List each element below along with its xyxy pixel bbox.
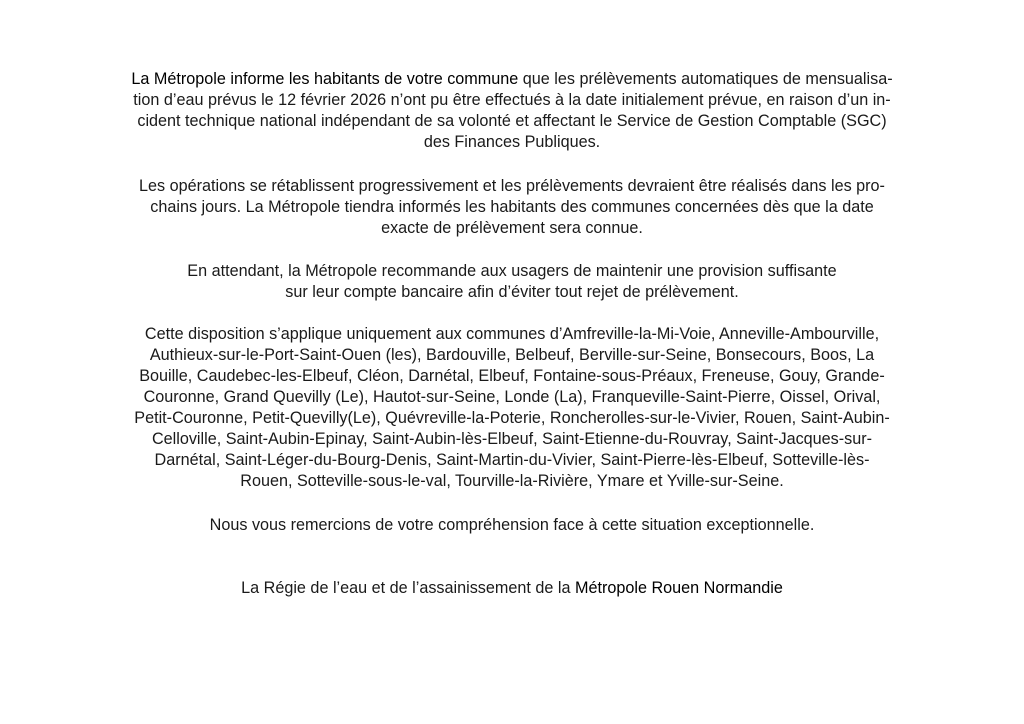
- intro-line-4: des Finances Publiques.: [423, 133, 601, 151]
- status-line-1: Les opérations se rétablissent progressivement et les prélèvements devraient être réalisés dans les pro-: [139, 177, 885, 195]
- intro-line-1: [50, 69, 974, 90]
- communes-line-1: Cette disposition s’applique uniquement aux communes d’Amfreville-la-Mi-Voie, Anneville-Ambourville,: [144, 325, 880, 343]
- recommendation-paragraph: [50, 261, 974, 303]
- communes-paragraph: [50, 324, 974, 492]
- status-line-2: chains jours. La Métropole tiendra informés les habitants des communes concernées dès que la date: [150, 198, 874, 216]
- communes-line-7: Darnétal, Saint-Léger-du-Bourg-Denis, Saint-Martin-du-Vivier, Saint-Pierre-lès-Elbeuf, Sotteville-lès-: [154, 451, 870, 469]
- status-line-3: exacte de prélèvement sera connue.: [381, 219, 643, 237]
- recommendation-line-1: En attendant, la Métropole recommande aux usagers de maintenir une provision suffisante: [187, 262, 837, 280]
- signature-organization: Métropole Rouen Normandie: [575, 579, 783, 597]
- intro-line-1-rest: que les prélèvements automatiques de mensualisa-: [518, 70, 893, 88]
- communes-line-6: Celloville, Saint-Aubin-Epinay, Saint-Aubin-lès-Elbeuf, Saint-Etienne-du-Rouvray, Saint-Jacques-sur-: [151, 430, 873, 448]
- communes-line-8: Rouen, Sotteville-sous-le-val, Tourville-la-Rivière, Ymare et Yville-sur-Seine.: [240, 472, 784, 490]
- intro-lead-text: La Métropole informe les habitants de votre commune: [131, 70, 519, 88]
- thanks-paragraph: [50, 515, 974, 536]
- communes-line-4: Couronne, Grand Quevilly (Le), Hautot-sur-Seine, Londe (La), Franqueville-Saint-Pierre, Oissel, Orival,: [143, 388, 881, 406]
- recommendation-line-2: sur leur compte bancaire afin d’éviter tout rejet de prélèvement.: [285, 283, 739, 301]
- signature-prefix: La Régie de l’eau et de l’assainissement de la: [241, 579, 575, 597]
- signature-line: [50, 578, 974, 599]
- status-paragraph: [50, 176, 974, 239]
- communes-line-3: Bouille, Caudebec-les-Elbeuf, Cléon, Darnétal, Elbeuf, Fontaine-sous-Préaux, Freneuse, Gouy, Grande-: [139, 367, 885, 385]
- thanks-line-1: Nous vous remercions de votre compréhension face à cette situation exceptionnelle.: [209, 516, 815, 534]
- intro-line-3: cident technique national indépendant de sa volonté et affectant le Service de Gestion Comptable (SGC): [137, 112, 887, 130]
- communes-line-2: Authieux-sur-le-Port-Saint-Ouen (les), Bardouville, Belbeuf, Berville-sur-Seine, Bonsecours, Boos, La: [149, 346, 875, 364]
- communes-line-5: Petit-Couronne, Petit-Quevilly(Le), Quévreville-la-Poterie, Roncherolles-sur-le-Vivier, Rouen, Saint-Aubin-: [134, 409, 890, 427]
- intro-paragraph: [50, 69, 974, 153]
- intro-line-2: tion d’eau prévus le 12 février 2026 n’ont pu être effectués à la date initialement prévue, en raison d’un in-: [133, 91, 891, 109]
- signature-paragraph: [50, 578, 974, 599]
